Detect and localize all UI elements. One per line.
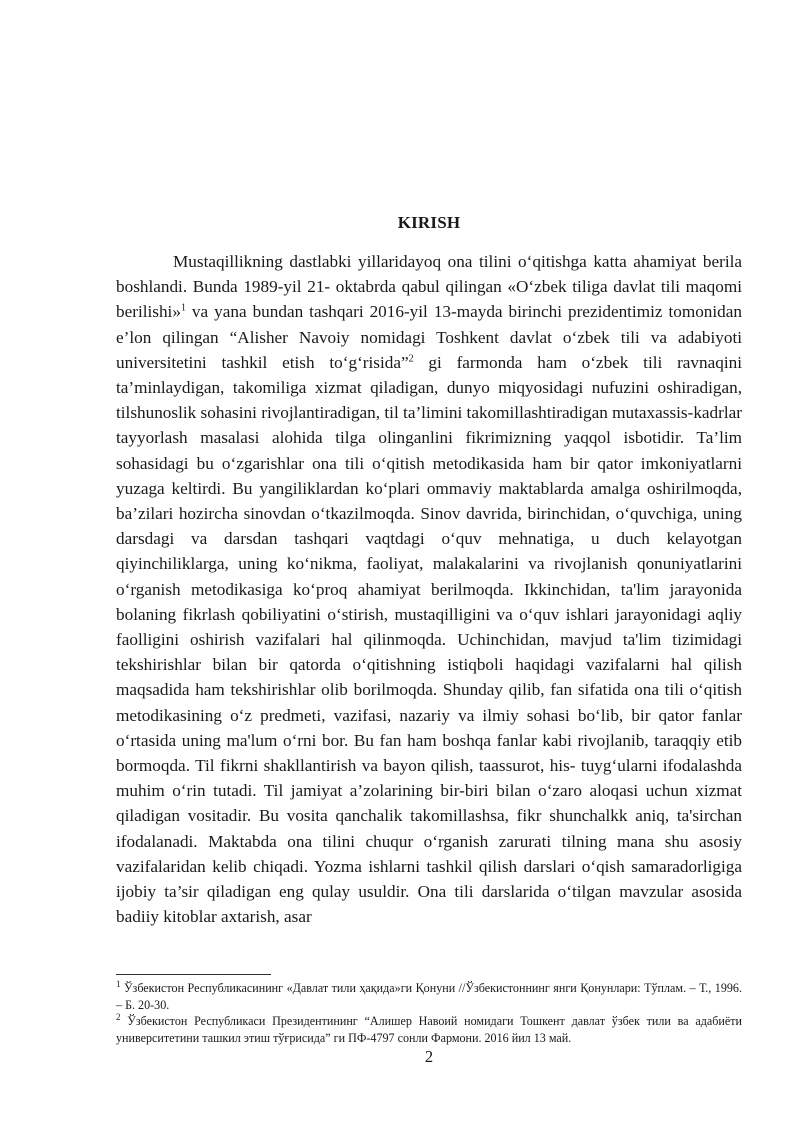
footnote-reference-2[interactable]: 2 (408, 353, 414, 365)
footnote-text: Ўзбекистон Республикасининг «Давлат тили ҳақида»ги Қонуни //Ўзбекистоннинг янги Қонунлари: Тўплам. – Т., 1996. – Б. 20-30. (116, 981, 742, 1012)
body-paragraph (116, 249, 742, 929)
footnote-mark: 1 (116, 978, 121, 989)
body-text-part-1: Mustaqillikning dastlabki yillaridayoq ona tilini oʻqitishga katta ahamiyat berila boshlandi. Bunda 1989-yil 21- oktabrda qabul qilingan «Oʻzbek tiliga davlat tili maqomi berilishi» (116, 252, 742, 322)
body-text-part-3: gi farmonda ham oʻzbek tili ravnaqini ta’minlaydigan, takomiliga xizmat qiladigan, dunyo miqyosidagi nufuzini oshiradigan, tilshunoslik sohasini rivojlantiradigan, til ta’limini takomillashtiradigan mutaxassis-kadrlar tayyorlash masalasi alohida tilga olinganlini fikrimizning yaqqol isbotidir. Ta’lim sohasidagi bu oʻzgarishlar ona tili oʻqitish metodikasida ham bir qator imkoniyatlarni yuzaga keltirdi. Bu yangiliklardan koʻplari ommaviy maktablarda amalga oshirilmoqda, ba’zilari hozircha sinovdan oʻtkazilmoqda. Sinov davrida, birinchidan, oʻquvchiga, uning darsdagi va darsdan tashqari vaqtdagi oʻquv mehnatiga, u duch kelayotgan qiyinchiliklarga, uning koʻnikma, faoliyat, malakalarini va rivojlanish qonuniyatlarini oʻrganish metodikasiga koʻproq ahamiyat berilmoqda. Ikkinchidan, ta'lim jarayonida bolaning fikrlash qobiliyatini oʻstirish, mustaqilligini va oʻquv ishlari jarayonidagi aqliy faolligini oshirish vazifalari hal qilinmoqda. Uchinchidan, mavjud ta'lim tizimidagi tekshirishlar bilan bir qatorda oʻqitishning istiqboli haqidagi vazifalarni hal qilish maqsadida ham tekshirishlar olib borilmoqda. Shunday qilib, fan sifatida ona tili oʻqitish metodikasining oʻz predmeti, vazifasi, nazariy va ilmiy sohasi boʻlib, bir qator fanlar oʻrtasida uning ma'lum oʻrni bor. Bu fan ham boshqa fanlar kabi rivojlanib, taraqqiy etib bormoqda. Til fikrni shakllantirish va bayon qilish, taassurot, his- tuygʻularni ifodalashda muhim oʻrin tutadi. Til jamiyat a’zolarining bir-biri bilan oʻzaro aloqasi uchun xizmat qiladigan vositadir. Bu vosita qanchalik takomillashsa, fikr shunchalkk aniq, ta'sirchan ifodalanadi. Maktabda ona tilini chuqur oʻrganish zarurati tilning mana shu asosiy vazifalaridan kelib chiqadi. Yozma ishlarni tashkil qilish darslari oʻqish samaradorligiga ijobiy ta’sir qiladigan eng qulay usuldir. Ona tili darslarida oʻtilgan mavzular asosida badiiy kitoblar axtarish, asar (116, 352, 742, 927)
footnote-text: Ўзбекистон Республикаси Президентининг “Алишер Навоий номидаги Тошкент давлат ўзбек тили ва адабиёти университетини ташкил этиш тўғрисида” ги ПФ-4797 сонли Фармони. 2016 йил 13 май. (116, 1014, 742, 1045)
page-number: 2 (424, 1047, 434, 1066)
footnote-1 (116, 980, 742, 1013)
section-heading: KIRISH (397, 213, 461, 232)
footnote-2 (116, 1013, 742, 1046)
footnote-mark: 2 (116, 1012, 121, 1023)
body-text-part-2: va yana bundan tashqari 2016-yil 13-mayda birinchi prezidentimiz tomonidan e’lon qilingan “Alisher Navoiy nomidagi Toshkent davlat oʻzbek tili va adabiyoti universitetini tashkil etish toʻgʻrisida” (116, 302, 742, 372)
footnote-reference-1[interactable]: 1 (180, 302, 186, 314)
footnote-separator (116, 974, 271, 975)
footnotes-area (116, 980, 742, 1046)
